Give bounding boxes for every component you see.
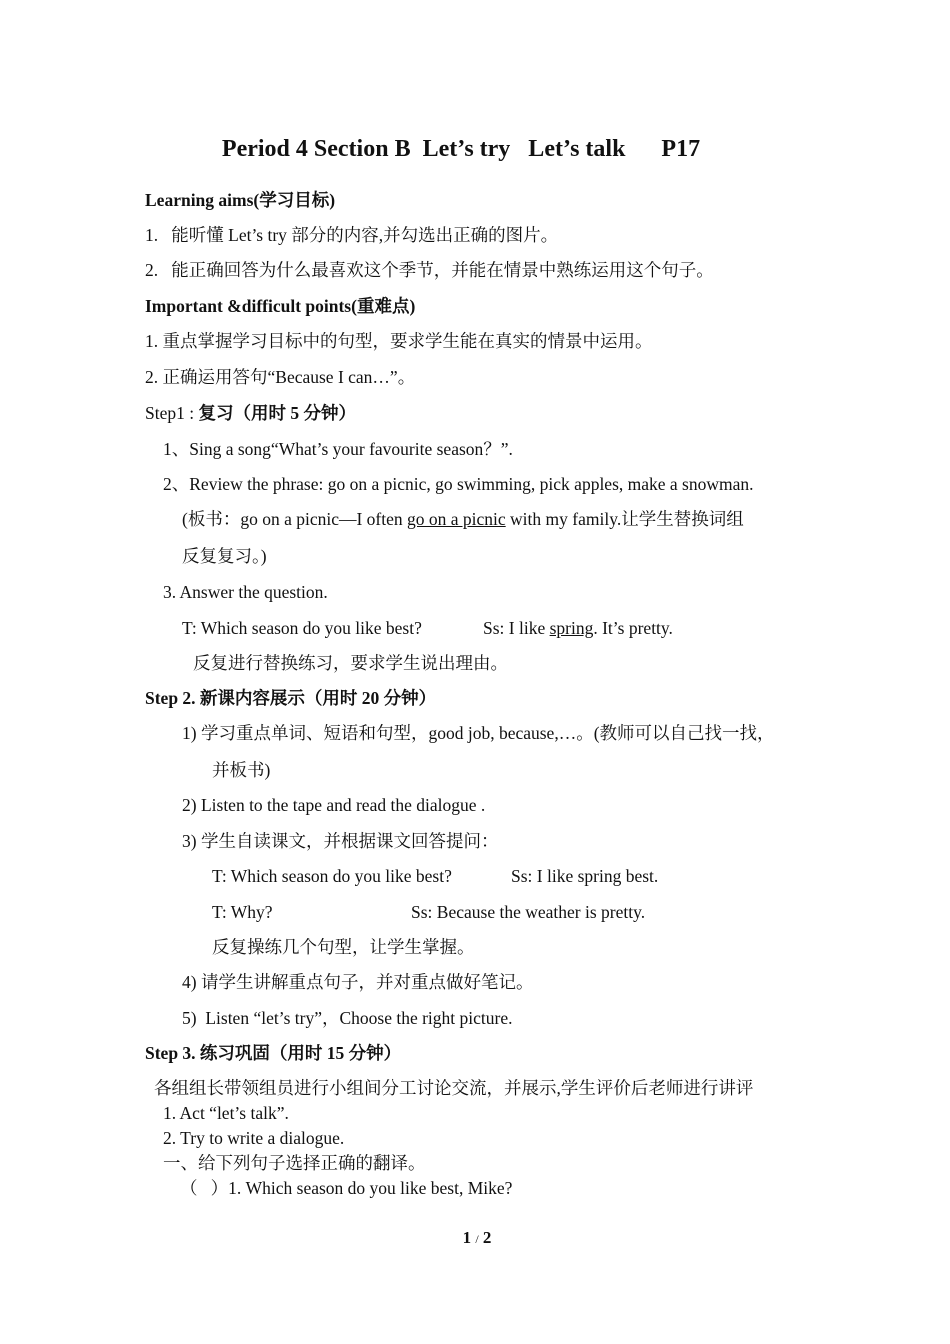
step1-item-3: 3. Answer the question. [163, 582, 328, 602]
step2-heading: Step 2. 新课内容展示（用时 20 分钟） [145, 688, 437, 708]
step2-teacher-question-2: T: Why? [212, 902, 273, 922]
difficult-points-heading: Important &difficult points(重难点) [145, 296, 416, 316]
step3-item-1: 1. Act “let’s talk”. [163, 1103, 289, 1123]
points-item-2: 2. 正确运用答句“Because I can…”。 [145, 367, 416, 387]
board-note [182, 508, 744, 530]
step1-student-answer [483, 617, 673, 639]
step2-drill: 反复操练几个句型，让学生掌握。 [212, 937, 475, 957]
exercise-question-1: （ ）1. Which season do you like best, Mike? [180, 1178, 513, 1198]
board-note-cont: 反复复习。) [182, 546, 267, 566]
board-note-a: (板书：go on a picnic—I often [182, 509, 408, 529]
step2-point-5: 5) Listen “let’s try”，Choose the right picture. [182, 1008, 513, 1028]
step3-heading: Step 3. 练习巩固（用时 15 分钟） [145, 1043, 402, 1063]
step1-item-1: 1、Sing a song“What’s your favourite season？”. [163, 439, 513, 459]
answer-a: Ss: I like [483, 618, 550, 638]
answer-b: . It’s pretty. [593, 618, 673, 638]
step3-item-2: 2. Try to write a dialogue. [163, 1128, 345, 1148]
board-note-b: with my family.让学生替换词组 [505, 509, 744, 529]
step2-point-3: 3) 学生自读课文，并根据课文回答提问： [182, 831, 499, 851]
step2-point-2: 2) Listen to the tape and read the dialogue . [182, 795, 486, 815]
board-note-underlined: go on a picnic [407, 509, 506, 529]
page-title: Period 4 Section B Let’s try Let’s talk P17 [221, 136, 701, 162]
step2-student-answer-1: Ss: I like spring best. [511, 866, 659, 886]
step1-practice: 反复进行替换练习，要求学生说出理由。 [193, 653, 508, 673]
step1-teacher-question: T: Which season do you like best? [182, 618, 422, 638]
current-page: 1 [462, 1228, 472, 1247]
step1-item-2: 2、Review the phrase: go on a picnic, go swimming, pick apples, make a snowman. [163, 474, 754, 494]
exercise-heading: 一、给下列句子选择正确的翻译。 [163, 1153, 426, 1173]
step2-point-4: 4) 请学生讲解重点句子，并对重点做好笔记。 [182, 972, 534, 992]
page-number [0, 1228, 950, 1248]
aims-item-1: 1. 能听懂 Let’s try 部分的内容,并勾选出正确的图片。 [145, 225, 559, 245]
step1-title: 复习（用时 5 分钟） [198, 403, 356, 423]
page-separator: / [475, 1232, 479, 1246]
points-item-1: 1. 重点掌握学习目标中的句型，要求学生能在真实的情景中运用。 [145, 331, 653, 351]
step1-heading [145, 402, 356, 424]
step1-prefix: Step1 : [145, 403, 199, 423]
aims-item-2: 2. 能正确回答为什么最喜欢这个季节，并能在情景中熟练运用这个句子。 [145, 260, 714, 280]
step2-point-1: 1) 学习重点单词、短语和句型，good job, because,…。(教师可以自己找一找， [182, 723, 775, 743]
step3-intro: 各组组长带领组员进行小组间分工讨论交流，并展示,学生评价后老师进行讲评 [154, 1078, 754, 1098]
learning-aims-heading: Learning aims(学习目标) [145, 190, 336, 210]
step2-teacher-question-1: T: Which season do you like best? [212, 866, 452, 886]
answer-underlined: spring [549, 618, 594, 638]
step2-point-1-cont: 并板书) [212, 760, 271, 780]
total-pages: 2 [482, 1228, 492, 1247]
step2-student-answer-2: Ss: Because the weather is pretty. [411, 902, 646, 922]
